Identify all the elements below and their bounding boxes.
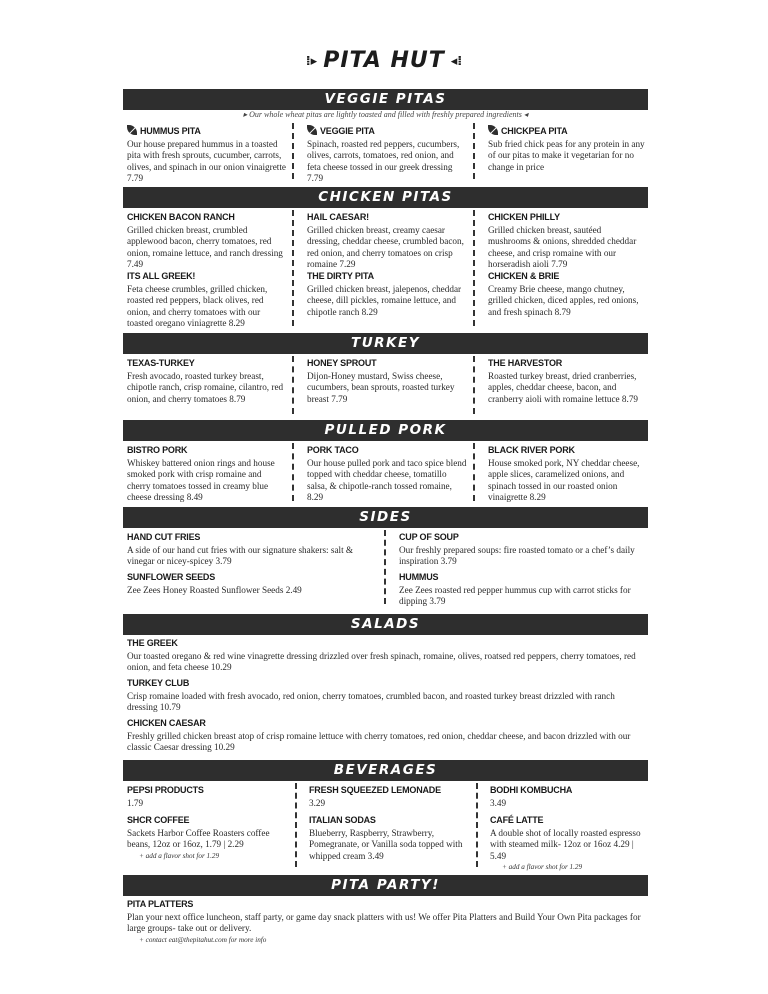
- section-header-pita-party: PITA PARTY!: [123, 875, 648, 896]
- item-name: THE HARVESTOR: [488, 358, 563, 368]
- menu-item-the-greek-salad: [127, 638, 645, 674]
- item-price: 3.29: [309, 798, 326, 809]
- menu-item-pita-platters: [127, 899, 645, 946]
- subheading-arrow-left-icon: ▸: [243, 110, 250, 119]
- item-name: BISTRO PORK: [127, 445, 188, 455]
- item-description: Sub fried chick peas for any protein in any of our pitas to make it vegetarian for no change in price: [488, 139, 645, 172]
- column-divider: [473, 210, 475, 326]
- item-name: HUMMUS PITA: [140, 126, 201, 136]
- menu-item-veggie-pita: [307, 125, 467, 184]
- item-description: Our house pulled pork and taco spice blend topped with cheddar cheese, tomatillo salsa, & chipotle-ranch tossed romaine, 8.29: [307, 458, 467, 502]
- item-name: PITA PLATTERS: [127, 899, 194, 909]
- column-divider: [473, 356, 475, 414]
- menu-item-italian-sodas: [309, 815, 469, 862]
- subheading-arrow-right-icon: ◂: [521, 110, 528, 119]
- menu-item-chicken-philly: [488, 212, 646, 270]
- menu-item-bodhi-kombucha: [490, 785, 646, 809]
- menu-item-texas-turkey: [127, 358, 287, 405]
- item-description: Blueberry, Raspberry, Strawberry, Pomegranate, or Vanilla soda topped with whipped cream 3.49: [309, 828, 463, 861]
- menu-item-bistro-pork: [127, 445, 287, 503]
- item-price: 1.79: [127, 798, 144, 809]
- menu-item-hand-cut-fries: [127, 532, 377, 568]
- title-ornament-left: ⁞▸: [305, 53, 318, 69]
- item-name: TURKEY CLUB: [127, 678, 190, 688]
- column-divider: [476, 783, 478, 867]
- item-description: Our toasted oregano & red wine vinagrette dressing drizzled over fresh spinach, romaine, olives, roatsed red peppers, cherry tomatoes, red onion, and feta cheese 10.29: [127, 651, 636, 673]
- menu-item-chicken-and-brie: [488, 271, 646, 318]
- menu-item-the-dirty-pita: [307, 271, 467, 318]
- column-divider: [292, 210, 294, 326]
- item-description: Sackets Harbor Coffee Roasters coffee beans, 12oz or 16oz, 1.79 | 2.29: [127, 828, 270, 850]
- item-name: CAFÉ LATTE: [490, 815, 544, 825]
- item-description: Our freshly prepared soups: fire roasted tomato or a chef’s daily inspiration 3.79: [399, 545, 635, 567]
- section-header-pulled-pork: PULLED PORK: [123, 420, 648, 441]
- veggie-subheading: [123, 110, 648, 119]
- section-header-chicken-pitas: CHICKEN PITAS: [123, 187, 648, 208]
- menu-item-pepsi-products: [127, 785, 287, 809]
- item-note: + add a flavor shot for 1.29: [502, 862, 583, 871]
- column-divider: [473, 443, 475, 501]
- item-description: Dijon-Honey mustard, Swiss cheese, cucumbers, bean sprouts, roasted turkey breast 7.79: [307, 371, 455, 404]
- item-description: Freshly grilled chicken breast atop of crisp romaine lettuce with cherry tomatoes, red onion, cheddar cheese, and bacon drizzled with our classic Caesar dressing 10.29: [127, 731, 631, 753]
- section-header-sides: SIDES: [123, 507, 648, 528]
- menu-item-hummus: [399, 572, 644, 608]
- item-description: Creamy Brie cheese, mango chutney, grilled chicken, diced apples, red onions, and fresh spinach 8.79: [488, 284, 639, 317]
- item-name: CHICKEN CAESAR: [127, 718, 206, 728]
- item-name: CHICKPEA PITA: [501, 126, 568, 136]
- item-name: BODHI KOMBUCHA: [490, 785, 573, 795]
- item-description: Crisp romaine loaded with fresh avocado, red onion, cherry tomatoes, crumbled bacon, and roasted turkey breast drizzled with ranch dressing 10.79: [127, 691, 615, 713]
- menu-item-chickpea-pita: [488, 125, 646, 173]
- menu-item-chicken-bacon-ranch: [127, 212, 287, 270]
- column-divider: [384, 530, 386, 604]
- item-description: Grilled chicken breast, creamy caesar dressing, cheddar cheese, crumbled bacon, red onion, and cherry tomatoes on crisp romaine 7.29: [307, 225, 464, 269]
- item-description: Zee Zees Honey Roasted Sunflower Seeds 2.49: [127, 585, 302, 596]
- veggie-subheading-text: Our whole wheat pitas are lightly toasted and filled with freshly prepared ingredients: [249, 110, 522, 119]
- item-name: HAIL CAESAR!: [307, 212, 369, 222]
- title-ornament-right: ◂⁞: [450, 53, 463, 69]
- item-name: SHCR COFFEE: [127, 815, 190, 825]
- item-description: Spinach, roasted red peppers, cucumbers, olives, carrots, tomatoes, red onion, and feta cheese tossed in our greek dressing 7.79: [307, 139, 460, 183]
- item-description: Fresh avocado, roasted turkey breast, chipotle ranch, crisp romaine, cilantro, red onion, and cherry tomatoes 8.79: [127, 371, 284, 404]
- menu-item-sunflower-seeds: [127, 572, 377, 596]
- item-name: HONEY SPROUT: [307, 358, 377, 368]
- section-header-turkey: TURKEY: [123, 333, 648, 354]
- item-name: ITALIAN SODAS: [309, 815, 376, 825]
- item-name: PORK TACO: [307, 445, 359, 455]
- item-name: CHICKEN BACON RANCH: [127, 212, 235, 222]
- item-name: HUMMUS: [399, 572, 439, 582]
- item-description: Grilled chicken breast, sautéed mushrooms & onions, shredded cheddar cheese, and crisp romaine with our horseradish aioli 7.79: [488, 225, 637, 269]
- leaf-icon: [307, 125, 317, 135]
- item-description: Our house prepared hummus in a toasted pita with fresh sprouts, cucumber, carrots, olives, and spinach in our onion vinaigrette 7.79: [127, 139, 286, 183]
- item-price: 3.49: [490, 798, 507, 809]
- section-header-salads: SALADS: [123, 614, 648, 635]
- menu-item-black-river-pork: [488, 445, 646, 503]
- item-description: Plan your next office luncheon, staff party, or game day snack platters with us! We offer Pita Platters and Build Your Own Pita packages for large groups- take out or delivery.: [127, 912, 641, 934]
- menu-item-fresh-squeezed-lemonade: [309, 785, 469, 809]
- item-description: Zee Zees roasted red pepper hummus cup with carrot sticks for dipping 3.79: [399, 585, 631, 607]
- menu-title: [0, 48, 768, 73]
- menu-item-pork-taco: [307, 445, 467, 503]
- menu-item-chicken-caesar-salad: [127, 718, 645, 754]
- menu-item-turkey-club-salad: [127, 678, 645, 714]
- item-note: + add a flavor shot for 1.29: [139, 851, 220, 860]
- item-description: Grilled chicken breast, crumbled applewood bacon, cherry tomatoes, red onion, romaine lettuce, and ranch dressing 7.49: [127, 225, 283, 269]
- column-divider: [295, 783, 297, 867]
- section-header-veggie-pitas: VEGGIE PITAS: [123, 89, 648, 110]
- item-name: VEGGIE PITA: [320, 126, 375, 136]
- column-divider: [473, 123, 475, 179]
- item-name: CHICKEN & BRIE: [488, 271, 560, 281]
- leaf-icon: [488, 125, 498, 135]
- menu-item-hail-caesar: [307, 212, 467, 270]
- contact-note: + contact eat@thepitahut.com for more info: [139, 935, 267, 944]
- item-description: Grilled chicken breast, jalepenos, cheddar cheese, dill pickles, romaine lettuce, and chipotle ranch 8.29: [307, 284, 462, 317]
- item-name: HAND CUT FRIES: [127, 532, 201, 542]
- item-name: TEXAS-TURKEY: [127, 358, 195, 368]
- column-divider: [292, 443, 294, 501]
- menu-item-cup-of-soup: [399, 532, 644, 568]
- column-divider: [292, 356, 294, 414]
- item-name: FRESH SQUEEZED LEMONADE: [309, 785, 441, 795]
- item-description: Whiskey battered onion rings and house smoked pork with crisp romaine and cherry tomatoes tossed in creamy blue cheese dressing 8.49: [127, 458, 275, 502]
- item-name: THE GREEK: [127, 638, 178, 648]
- menu-item-its-all-greek: [127, 271, 287, 329]
- menu-item-shcr-coffee: [127, 815, 287, 862]
- section-header-beverages: BEVERAGES: [123, 760, 648, 781]
- item-name: THE DIRTY PITA: [307, 271, 374, 281]
- item-name: CUP OF SOUP: [399, 532, 459, 542]
- item-description: Roasted turkey breast, dried cranberries, apples, cheddar cheese, bacon, and cranberry aioli with romaine lettuce 8.79: [488, 371, 639, 404]
- menu-item-the-harvestor: [488, 358, 646, 405]
- leaf-icon: [127, 125, 137, 135]
- menu-title-text: PITA HUT: [323, 48, 445, 73]
- item-name: BLACK RIVER PORK: [488, 445, 575, 455]
- item-name: CHICKEN PHILLY: [488, 212, 560, 222]
- column-divider: [292, 123, 294, 179]
- menu-item-hummus-pita: [127, 125, 287, 184]
- menu-item-cafe-latte: [490, 815, 646, 873]
- item-name: SUNFLOWER SEEDS: [127, 572, 216, 582]
- menu-item-honey-sprout: [307, 358, 467, 405]
- item-description: A side of our hand cut fries with our signature shakers: salt & vinegar or nicey-spicey 3.79: [127, 545, 354, 567]
- item-description: A double shot of locally roasted espresso with steamed milk- 12oz or 16oz 4.29 | 5.49: [490, 828, 641, 861]
- item-description: Feta cheese crumbles, grilled chicken, roasted red peppers, black olives, red onion, and cherry tomatoes with our toasted oregano viniagrette 8.29: [127, 284, 268, 328]
- item-name: ITS ALL GREEK!: [127, 271, 196, 281]
- item-name: PEPSI PRODUCTS: [127, 785, 204, 795]
- item-description: House smoked pork, NY cheddar cheese, apple slices, caramelized onions, and spinach tossed in our roasted onion vinaigrette 8.29: [488, 458, 640, 502]
